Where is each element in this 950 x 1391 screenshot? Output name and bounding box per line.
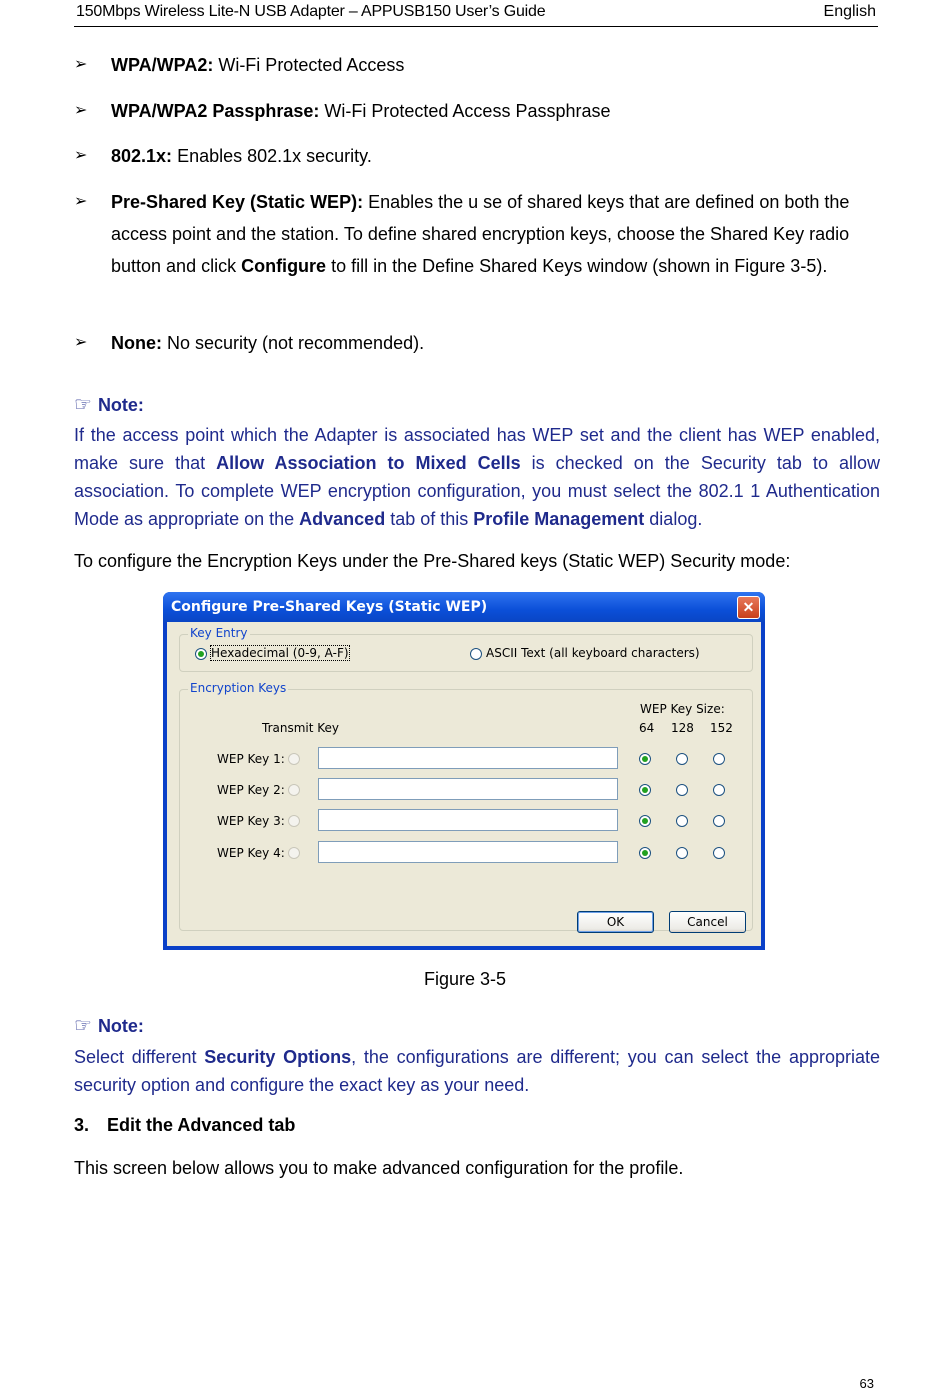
note-term: Security Options <box>204 1047 352 1067</box>
header-language: English <box>823 3 876 20</box>
size-64-radio[interactable] <box>639 815 651 827</box>
bullet-desc-cont: to fill in the Define Shared Keys window (shown in Figure 3-5). <box>326 256 828 276</box>
note-text: Select different <box>74 1047 205 1067</box>
size-64-header: 64 <box>639 721 655 735</box>
arrow-bullet-icon: ➢ <box>74 56 88 73</box>
cancel-button[interactable]: Cancel <box>669 911 746 933</box>
pointing-hand-icon: ☞ <box>74 394 92 416</box>
transmit-key-radio[interactable] <box>288 815 300 827</box>
dialog-client <box>167 622 761 946</box>
encryption-keys-group <box>179 681 753 931</box>
bullet-desc: No security (not recommended). <box>162 333 425 353</box>
arrow-bullet-icon: ➢ <box>74 147 88 164</box>
ascii-label: ASCII Text (all keyboard characters) <box>486 646 700 660</box>
page-header <box>74 2 878 27</box>
size-128-radio[interactable] <box>676 753 688 765</box>
note-text: is checked on the Security tab to allow association. To complete WEP encryption configuration, you must select the 802.1 1 Authentication Mode as appropriate on the <box>74 453 880 529</box>
note-label: Note: <box>97 395 144 415</box>
hex-label: Hexadecimal (0-9, A-F) <box>211 646 349 660</box>
dialog-titlebar <box>163 592 765 622</box>
step-title: Edit the Advanced tab <box>107 1115 296 1135</box>
close-icon[interactable]: ✕ <box>737 596 760 619</box>
note-heading-1 <box>74 392 144 417</box>
note-text: dialog. <box>644 509 703 529</box>
size-128-radio[interactable] <box>676 815 688 827</box>
transmit-key-label: Transmit Key <box>262 721 340 735</box>
size-128-radio[interactable] <box>676 784 688 796</box>
wep-key-input[interactable] <box>318 747 618 769</box>
arrow-bullet-icon: ➢ <box>74 102 88 119</box>
encryption-keys-legend: Encryption Keys <box>190 681 287 695</box>
size-64-radio[interactable] <box>639 784 651 796</box>
size-152-radio[interactable] <box>713 847 725 859</box>
dialog-title: Configure Pre-Shared Keys (Static WEP) <box>171 599 488 615</box>
bullet-desc: Enables the u se of shared keys that are defined on both the access point and the station. To define shared encryption keys, choose the Shared Key radio button and click <box>111 192 850 276</box>
size-64-radio[interactable] <box>639 753 651 765</box>
size-64-radio[interactable] <box>639 847 651 859</box>
size-152-radio[interactable] <box>713 753 725 765</box>
note-term: Profile Management <box>473 509 645 529</box>
bullet-wpa-passphrase <box>74 95 884 127</box>
note-text: , the configurations are different; you can select the appropriate security option and configure the exact key as your need. <box>74 1047 881 1095</box>
key-entry-group <box>179 626 753 672</box>
header-title: 150Mbps Wireless Lite-N USB Adapter – APPUSB150 User’s Guide <box>76 3 546 20</box>
size-152-radio[interactable] <box>713 784 725 796</box>
figure-caption: Figure 3-5 <box>423 969 507 989</box>
bullet-wpa <box>74 49 884 81</box>
note-term: Allow Association to Mixed Cells <box>216 453 521 473</box>
ascii-radio[interactable] <box>470 648 482 660</box>
bullet-pre-shared-key <box>74 186 884 282</box>
wep-key-label: WEP Key 3: <box>217 814 285 828</box>
configure-term: Configure <box>241 256 327 276</box>
arrow-bullet-icon: ➢ <box>74 334 88 351</box>
wep-key-input[interactable] <box>318 809 618 831</box>
bullet-term: WPA/WPA2: <box>111 55 214 75</box>
bullet-term: None: <box>111 333 162 353</box>
bullet-term: WPA/WPA2 Passphrase: <box>111 101 320 121</box>
key-entry-legend: Key Entry <box>190 626 248 640</box>
note-body-1 <box>74 421 880 533</box>
bullet-desc: Wi-Fi Protected Access Passphrase <box>319 101 611 121</box>
wep-key-input[interactable] <box>318 778 618 800</box>
note-label: Note: <box>97 1016 144 1036</box>
step-paragraph: This screen below allows you to make advanced configuration for the profile. <box>74 1158 684 1178</box>
size-128-radio[interactable] <box>676 847 688 859</box>
intro-paragraph: To configure the Encryption Keys under the Pre-Shared keys (Static WEP) Security mode: <box>74 551 791 571</box>
step-number: 3. <box>74 1115 90 1135</box>
bullet-term: Pre-Shared Key (Static WEP): <box>111 192 364 212</box>
wep-key-label: WEP Key 2: <box>217 783 285 797</box>
note-heading-2 <box>74 1013 144 1038</box>
transmit-key-radio[interactable] <box>288 753 300 765</box>
size-152-header: 152 <box>710 721 733 735</box>
wep-key-size-label: WEP Key Size: <box>640 702 725 716</box>
bullet-desc: Enables 802.1x security. <box>172 146 372 166</box>
arrow-bullet-icon: ➢ <box>74 193 88 210</box>
ok-button[interactable]: OK <box>577 911 654 933</box>
pointing-hand-icon: ☞ <box>74 1015 92 1037</box>
configure-keys-dialog <box>163 592 765 950</box>
note-body-2 <box>74 1043 880 1099</box>
bullet-desc: Wi-Fi Protected Access <box>213 55 405 75</box>
bullet-term: 802.1x: <box>111 146 173 166</box>
size-152-radio[interactable] <box>713 815 725 827</box>
size-128-header: 128 <box>671 721 694 735</box>
step-heading <box>74 1115 295 1136</box>
page-number: 63 <box>859 1376 874 1391</box>
transmit-key-radio[interactable] <box>288 784 300 796</box>
transmit-key-radio[interactable] <box>288 847 300 859</box>
note-text: If the access point which the Adapter is associated has WEP set and the client has WEP enabled, make sure that <box>74 425 880 473</box>
note-text: tab of this <box>385 509 474 529</box>
wep-key-input[interactable] <box>318 841 618 863</box>
hex-radio[interactable] <box>195 648 207 660</box>
bullet-8021x <box>74 140 884 172</box>
bullet-none <box>74 327 884 359</box>
note-term: Advanced <box>299 509 386 529</box>
wep-key-label: WEP Key 1: <box>217 752 285 766</box>
wep-key-label: WEP Key 4: <box>217 846 285 860</box>
